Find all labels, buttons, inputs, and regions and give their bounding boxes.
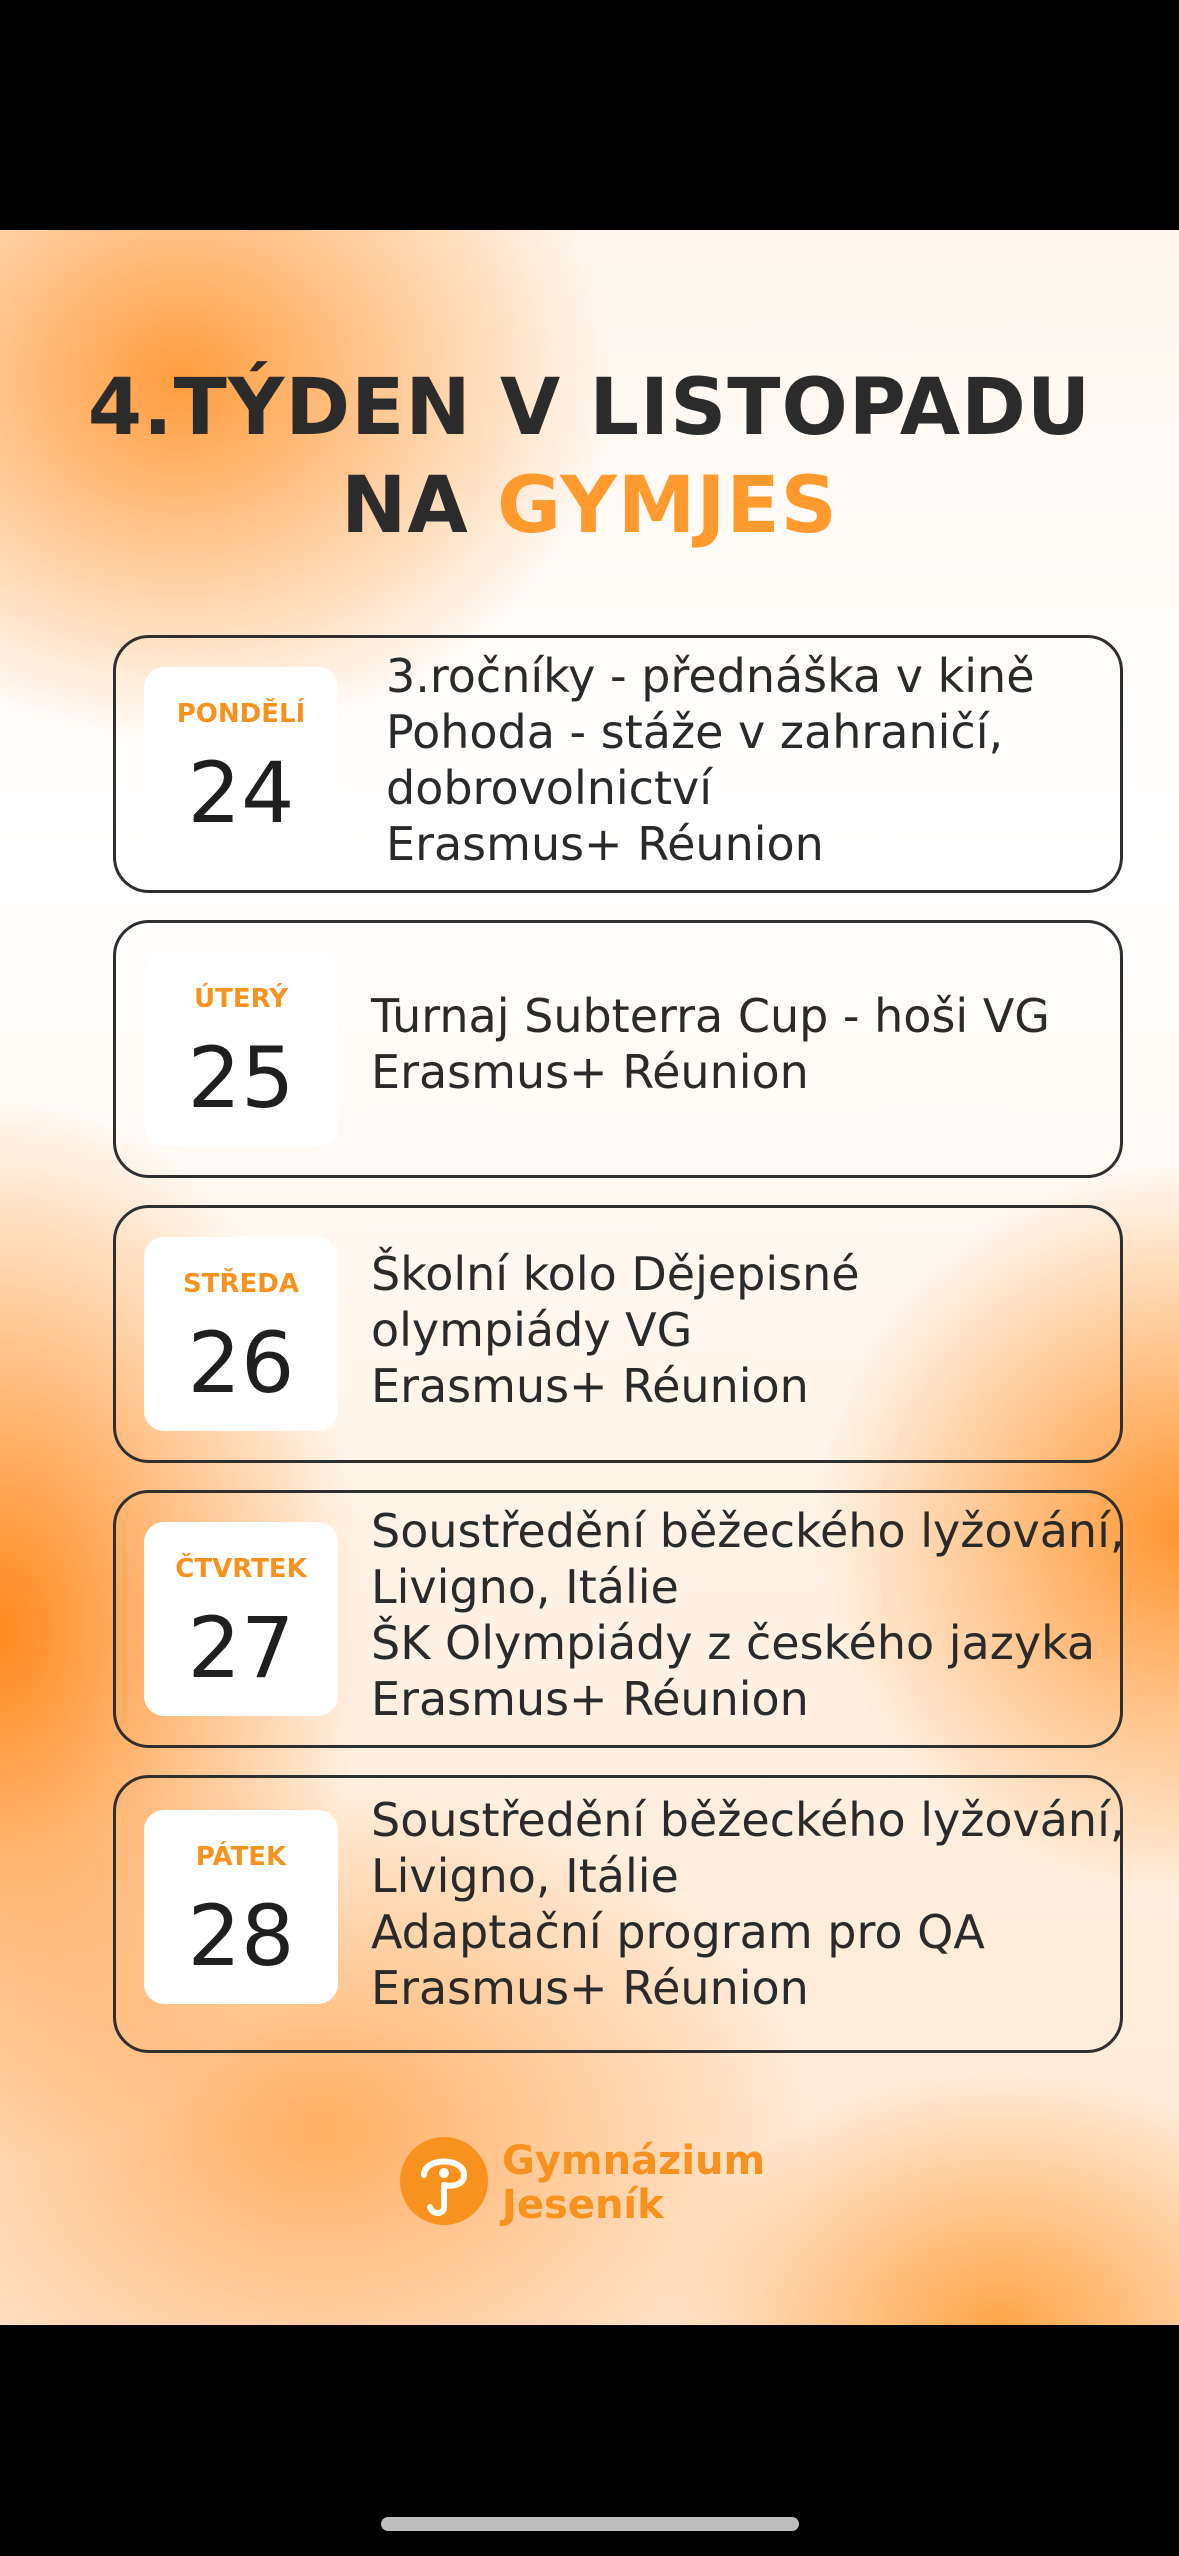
date-box — [144, 1522, 338, 1716]
event-line: olympiády VG — [371, 1303, 693, 1357]
event-line: Erasmus+ Réunion — [371, 1961, 809, 2015]
day-card-tuesday — [113, 920, 1123, 1178]
event-list — [371, 1792, 1125, 2016]
event-line: Adaptační program pro QA — [371, 1905, 985, 1959]
day-card-wednesday — [113, 1205, 1123, 1463]
event-line: Livigno, Itálie — [371, 1849, 679, 1903]
home-indicator[interactable] — [381, 2517, 799, 2531]
day-number: 26 — [187, 1314, 295, 1412]
event-list — [371, 988, 1100, 1100]
event-line: Erasmus+ Réunion — [371, 1359, 809, 1413]
day-name: PÁTEK — [195, 1842, 287, 1872]
event-list — [371, 1246, 1100, 1414]
event-line: dobrovolnictví — [386, 761, 712, 815]
poster-title-prefix: NA — [341, 461, 497, 551]
gymnazium-jesenik-logo-icon — [398, 2135, 490, 2227]
day-name: ÚTERÝ — [193, 984, 289, 1014]
logo-line2: Jeseník — [502, 2182, 664, 2228]
day-card-thursday — [113, 1490, 1123, 1748]
day-number: 25 — [187, 1029, 295, 1127]
date-box — [144, 952, 338, 1146]
event-line: Erasmus+ Réunion — [386, 817, 824, 871]
event-line: Livigno, Itálie — [371, 1560, 679, 1614]
poster-title-line2 — [0, 458, 1179, 554]
day-card-monday — [113, 635, 1123, 893]
date-box — [144, 1237, 338, 1431]
day-name: PONDĚLÍ — [176, 699, 306, 729]
poster-title-line1: 4.TÝDEN V LISTOPADU — [87, 363, 1092, 453]
event-line: Soustředění běžeckého lyžování, — [371, 1504, 1125, 1558]
date-box — [144, 667, 338, 861]
logo-line1: Gymnázium — [502, 2138, 766, 2184]
event-line: Soustředění běžeckého lyžování, — [371, 1793, 1125, 1847]
day-name: ČTVRTEK — [175, 1554, 307, 1584]
event-line: Pohoda - stáže v zahraničí, — [386, 705, 1004, 759]
event-line: Školní kolo Dějepisné — [371, 1247, 860, 1301]
event-line: Erasmus+ Réunion — [371, 1045, 809, 1099]
event-line: 3.ročníky - přednáška v kině — [386, 649, 1035, 703]
logo-text — [502, 2139, 765, 2227]
day-number: 24 — [187, 744, 295, 842]
event-line: ŠK Olympiády z českého jazyka — [371, 1616, 1096, 1670]
day-card-friday — [113, 1775, 1123, 2053]
day-number: 27 — [187, 1599, 295, 1697]
weekly-schedule-poster — [0, 230, 1179, 2325]
event-line: Turnaj Subterra Cup - hoši VG — [371, 989, 1050, 1043]
school-logo — [398, 2135, 798, 2235]
date-box — [144, 1810, 338, 2004]
poster-title-accent: GYMJES — [496, 461, 838, 551]
day-name: STŘEDA — [183, 1269, 299, 1299]
day-number: 28 — [187, 1887, 295, 1985]
event-list — [386, 648, 1100, 872]
event-list — [371, 1503, 1125, 1727]
event-line: Erasmus+ Réunion — [371, 1672, 809, 1726]
